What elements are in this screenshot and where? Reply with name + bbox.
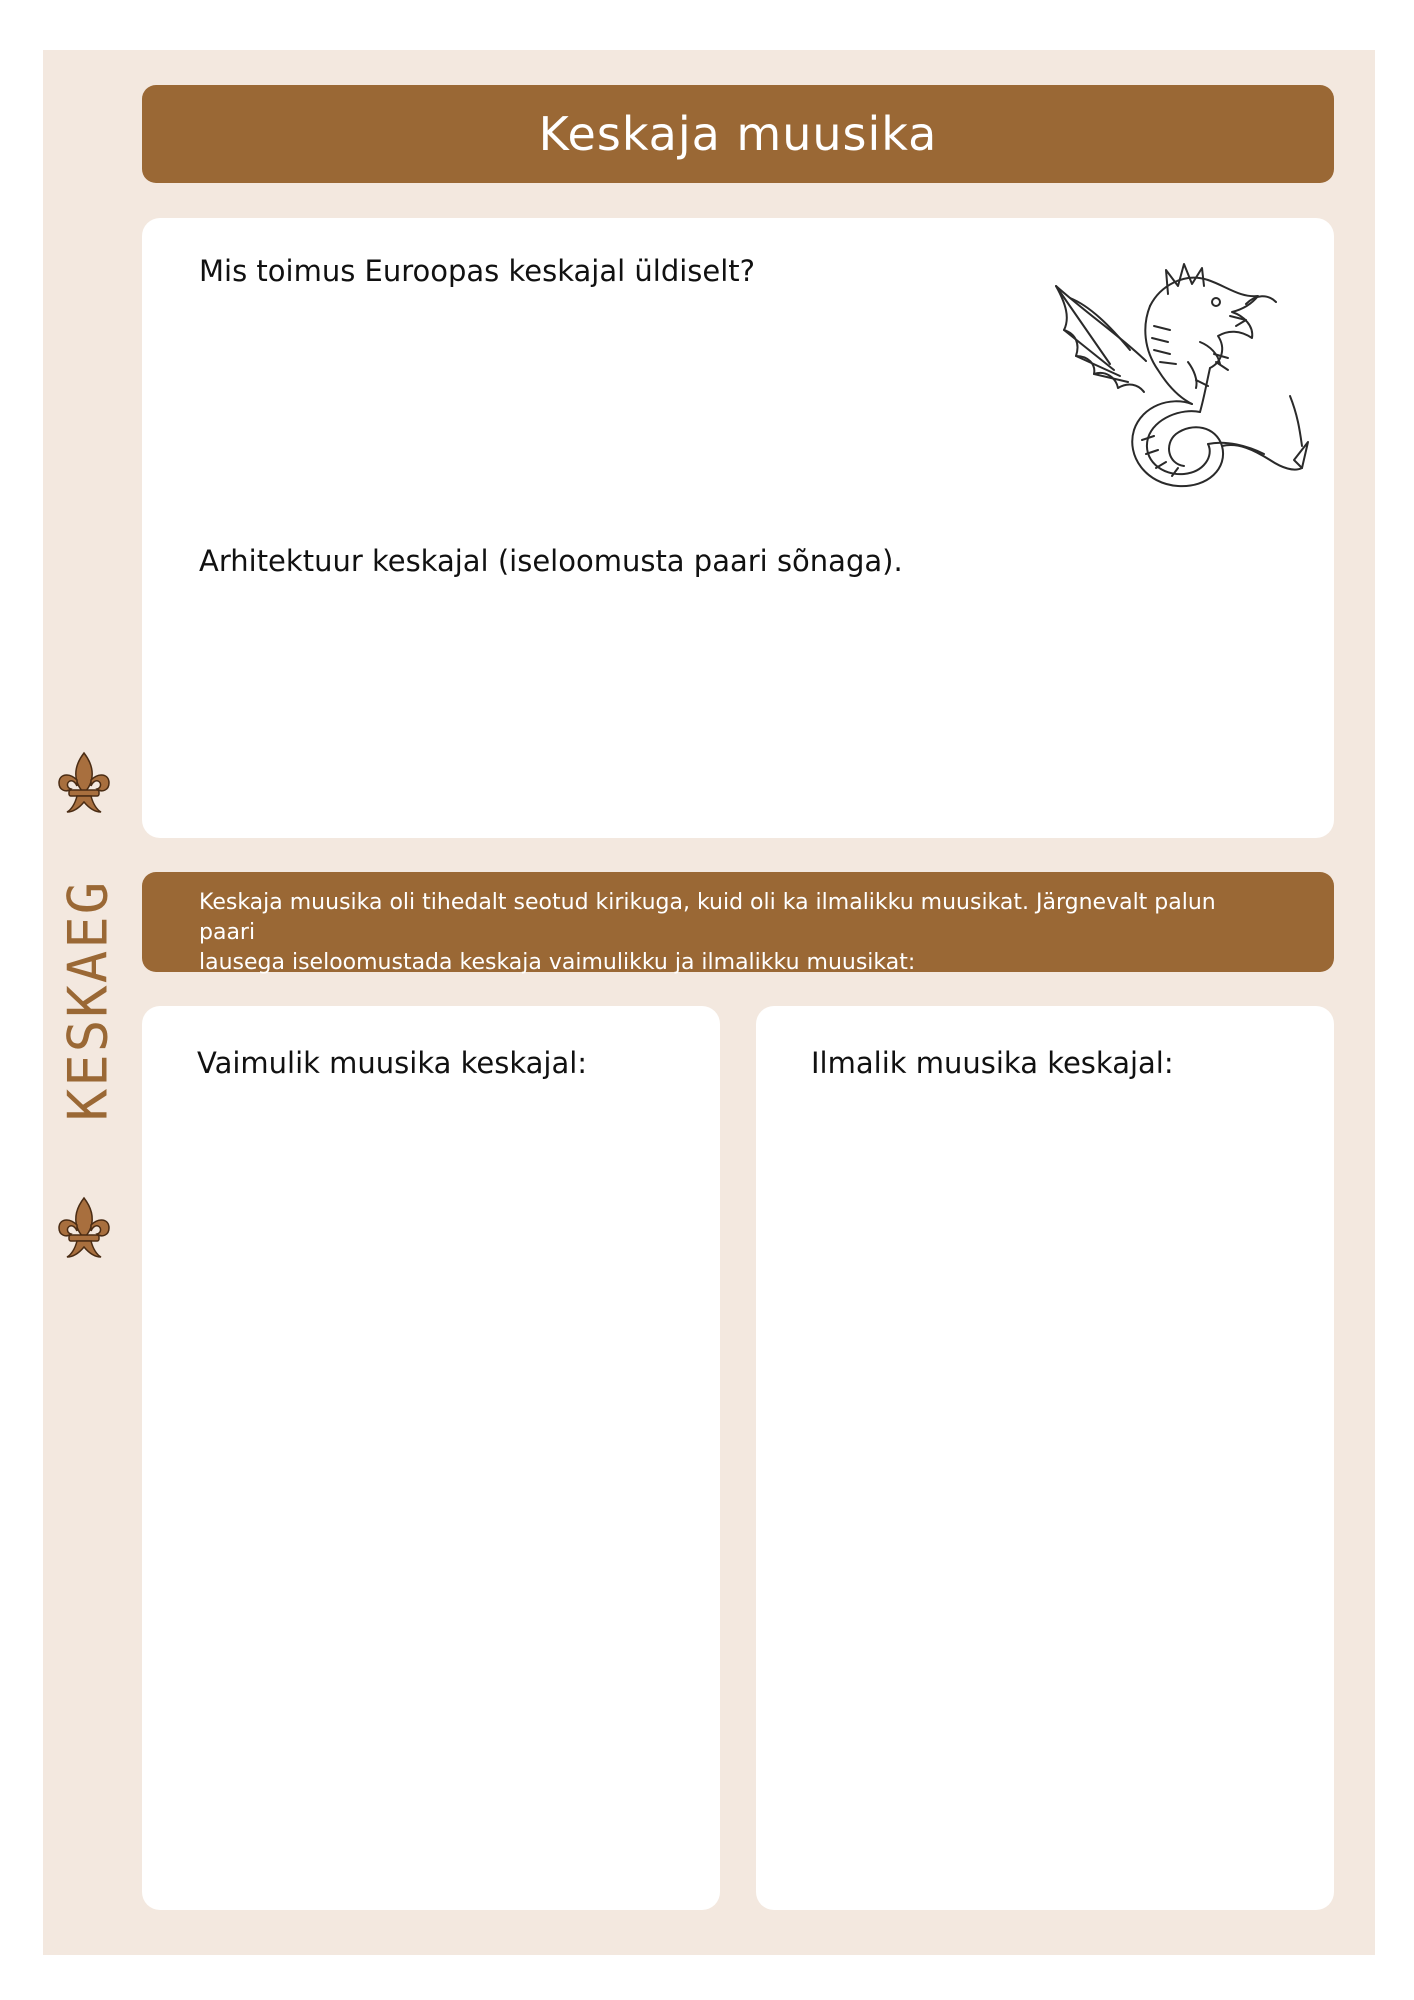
instructions-banner xyxy=(142,872,1334,975)
questions-card xyxy=(142,218,1334,838)
instructions-line-1: Keskaja muusika oli tihedalt seotud kirikuga, kuid oli ka ilmalikku muusikat. Järgnevalt palun paari xyxy=(199,890,1216,945)
sacred-music-answer-box[interactable] xyxy=(142,1006,720,1910)
side-title-text: KESKAEG xyxy=(56,879,120,1121)
fleur-de-lis-icon xyxy=(55,1195,113,1261)
sacred-music-label: Vaimulik muusika keskajal: xyxy=(197,1046,588,1080)
secular-music-label: Ilmalik muusika keskajal: xyxy=(811,1046,1174,1080)
question-architecture: Arhitektuur keskajal (iseloomusta paari sõnaga). xyxy=(199,544,903,578)
instructions-line-2: lausega iseloomustada keskaja vaimulikku ja ilmalikku muusikat: xyxy=(199,950,916,975)
page-title: Keskaja muusika xyxy=(538,107,938,161)
secular-music-answer-box[interactable] xyxy=(756,1006,1334,1910)
title-bar xyxy=(142,85,1334,183)
dragon-illustration xyxy=(1050,246,1310,516)
side-title xyxy=(53,879,123,1121)
fleur-de-lis-icon xyxy=(55,750,113,816)
question-europe: Mis toimus Euroopas keskajal üldiselt? xyxy=(199,254,756,288)
